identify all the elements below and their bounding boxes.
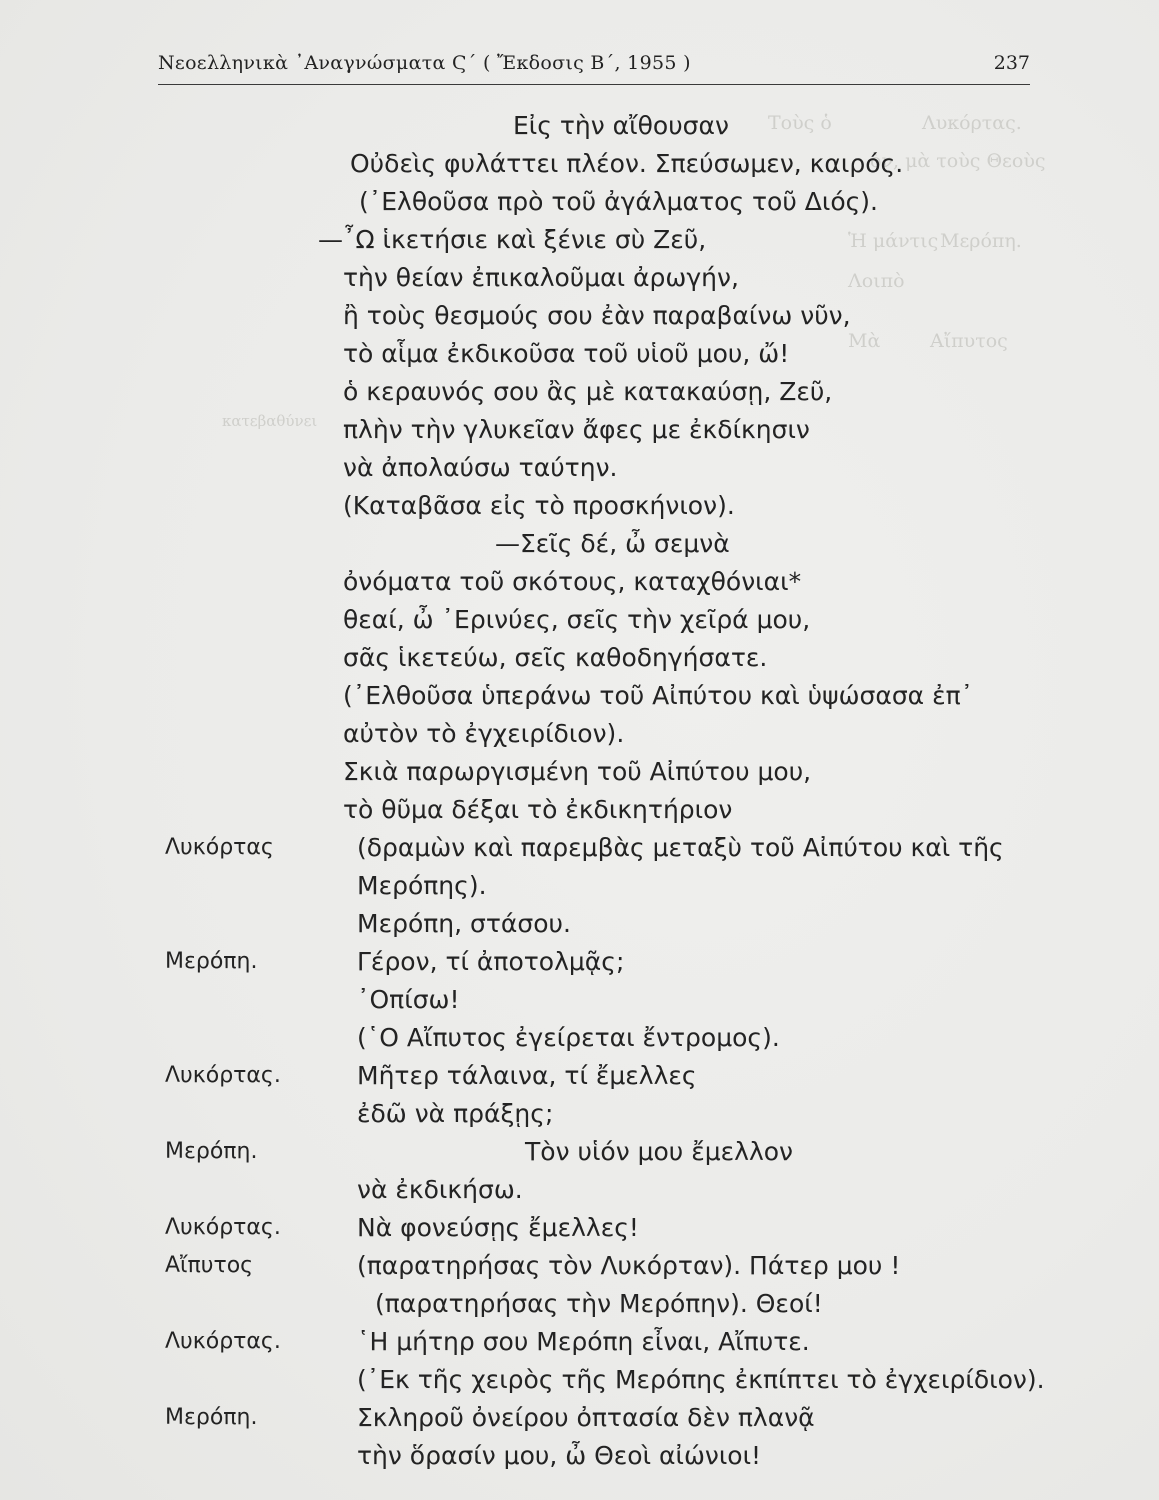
- verse-line: Σκληροῦ ὀνείρου ὀπτασία δὲν πλανᾷ: [357, 1403, 815, 1432]
- verse-line: (Καταβᾶσα εἰς τὸ προσκήνιον).: [343, 491, 735, 520]
- verse-line: νὰ ἀπολαύσω ταύτην.: [343, 453, 618, 482]
- verse-line: τὸ θῦμα δέξαι τὸ ἐκδικητήριον: [343, 795, 733, 824]
- verse-line: τὸ αἷμα ἐκδικοῦσα τοῦ υἱοῦ μου, ὤ!: [343, 339, 790, 368]
- verse-line: αὐτὸν τὸ ἐγχειρίδιον).: [343, 719, 625, 748]
- verse-line: νὰ ἐκδικήσω.: [357, 1175, 523, 1204]
- verse-line: πλὴν τὴν γλυκεῖαν ἄφες με ἐκδίκησιν: [343, 415, 810, 444]
- verse-line: Μερόπη, στάσου.: [357, 909, 571, 938]
- verse-line: (παρατηρήσας τὸν Λυκόρταν). Πάτερ μου !: [357, 1251, 901, 1280]
- bleed-text-7: Αἴπυτος: [930, 330, 1008, 352]
- verse-line: Σκιὰ παρωργισμένη τοῦ Αἰπύτου μου,: [343, 757, 812, 786]
- bleed-text-5: Ἡ μάντις: [848, 230, 939, 252]
- bleed-text-2: Τοὺς ὁ: [768, 112, 832, 134]
- bleed-text-6: Λοιπὸ: [848, 270, 905, 292]
- page-number: 237: [993, 52, 1030, 74]
- verse-line: σᾶς ἱκετεύω, σεῖς καθοδηγήσατε.: [343, 643, 768, 672]
- verse-line: —῏Ω ἱκετήσιε καὶ ξένιε σὺ Ζεῦ,: [318, 225, 707, 254]
- speaker-name: Μερόπη.: [165, 1139, 258, 1164]
- verse-line: (᾿Εκ τῆς χειρὸς τῆς Μερόπης ἐκπίπτει τὸ ἐγχειρίδιον).: [357, 1365, 1045, 1394]
- bleed-text-3: ὸν, μὰ τοὺς Θεοὺς: [870, 150, 1046, 172]
- verse-line: ῾Η μήτηρ σου Μερόπη εἶναι, Αἴπυτε.: [357, 1327, 810, 1356]
- verse-line: ἐδῶ νὰ πράξῃς;: [357, 1099, 554, 1128]
- speaker-name: Μερόπη.: [165, 1405, 258, 1430]
- running-header: [158, 48, 1030, 85]
- verse-line: (᾿Ελθοῦσα πρὸ τοῦ ἀγάλματος τοῦ Διός).: [359, 187, 878, 216]
- speaker-name: Αἴπυτος: [165, 1253, 254, 1278]
- verse-line: θεαί, ὦ ᾿Ερινύες, σεῖς τὴν χεῖρά μου,: [343, 605, 811, 634]
- verse-line: Νὰ φονεύσῃς ἔμελλες!: [357, 1213, 639, 1242]
- verse-line: Μερόπης).: [357, 871, 487, 900]
- verse-line: Οὐδεὶς φυλάττει πλέον. Σπεύσωμεν, καιρός.: [350, 149, 904, 178]
- verse-line: Μῆτερ τάλαινα, τί ἔμελλες: [357, 1061, 697, 1090]
- verse-line: —Σεῖς δέ, ὦ σεμνὰ: [495, 529, 730, 558]
- verse-line: τὴν ὅρασίν μου, ὦ Θεοὶ αἰώνιοι!: [357, 1441, 762, 1470]
- verse-line: ἢ τοὺς θεσμούς σου ἐὰν παραβαίνω νῦν,: [343, 301, 851, 330]
- verse-line: ὁ κεραυνός σου ἂς μὲ κατακαύσῃ, Ζεῦ,: [343, 377, 833, 406]
- verse-line: (δραμὼν καὶ παρεμβὰς μεταξὺ τοῦ Αἰπύτου καὶ τῆς: [357, 833, 1004, 862]
- bleed-text-1: Λυκόρτας.: [922, 112, 1022, 134]
- verse-line: (῾Ο Αἴπυτος ἐγείρεται ἔντρομος).: [357, 1023, 780, 1052]
- header-title: Νεοελληνικὰ ᾿Αναγνώσματα Ϛ´ ( Ἔκδοσις Β´, 1955 ): [158, 52, 691, 74]
- bleed-text-8: Μὰ: [848, 330, 881, 352]
- speaker-name: Λυκόρτας: [165, 835, 274, 860]
- bleed-text-4: Μερόπη.: [940, 230, 1022, 252]
- speaker-name: Λυκόρτας.: [165, 1063, 281, 1088]
- bleed-text-9: κατεβαθύνει: [222, 412, 318, 430]
- speaker-name: Μερόπη.: [165, 949, 258, 974]
- speaker-name: Λυκόρτας.: [165, 1215, 281, 1240]
- verse-line: ὀνόματα τοῦ σκότους, καταχθόνιαι*: [343, 567, 802, 596]
- verse-line: ᾿Οπίσω!: [357, 985, 460, 1014]
- speaker-name: Λυκόρτας.: [165, 1329, 281, 1354]
- verse-line: Γέρον, τί ἀποτολμᾷς;: [357, 947, 625, 976]
- verse-line: (᾿Ελθοῦσα ὑπεράνω τοῦ Αἰπύτου καὶ ὑψώσασα ἐπ᾿: [343, 681, 974, 710]
- verse-line: Τὸν υἱόν μου ἔμελλον: [525, 1137, 794, 1166]
- verse-line: τὴν θείαν ἐπικαλοῦμαι ἀρωγήν,: [343, 263, 739, 292]
- verse-line: (παρατηρήσας τὴν Μερόπην). Θεοί!: [375, 1289, 823, 1318]
- verse-line: Εἰς τὴν αἴθουσαν: [513, 111, 729, 140]
